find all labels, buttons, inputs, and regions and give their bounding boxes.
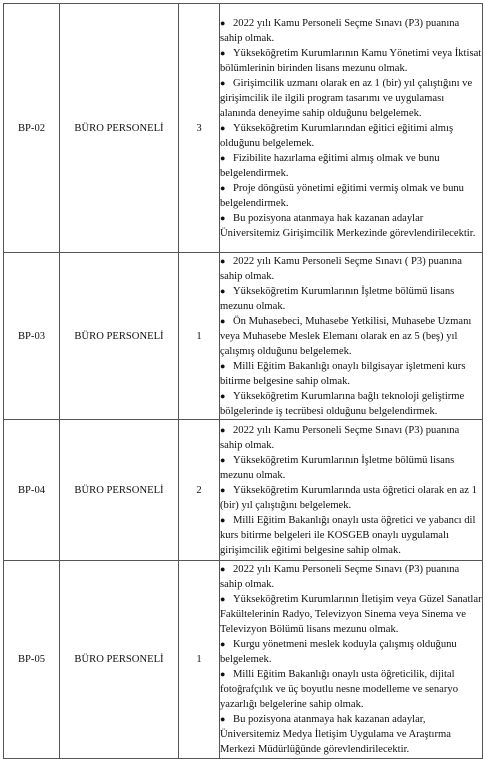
table-row (4, 561, 483, 759)
position-title: BÜRO PERSONELİ (60, 561, 179, 759)
position-title: BÜRO PERSONELİ (60, 4, 179, 253)
position-count: 3 (179, 4, 220, 253)
requirement-text: 2022 yılı Kamu Personeli Seçme Sınavı ( P3) puanına sahip olmak. (220, 255, 462, 282)
bullet-icon: ● (220, 212, 226, 223)
list-item (220, 592, 482, 637)
requirement-text: 2022 yılı Kamu Personeli Seçme Sınavı (P3) puanına sahip olmak. (220, 564, 460, 590)
requirements-list (220, 562, 482, 757)
requirement-text: Milli Eğitim Bakanlığı onaylı usta öğreticilik, dijital fotoğrafçılık ve üç boyutlu nesne modelleme ve senaryo yazarlığı belgelerine sahip olmak. (220, 669, 458, 710)
positions-table (3, 3, 483, 759)
bullet-icon: ● (220, 360, 226, 371)
table-row (4, 4, 483, 253)
list-item (220, 423, 482, 453)
requirement-text: Yükseköğretim Kurumlarına bağlı teknoloji geliştirme bölgelerinde iş tecrübesi olduğunu belgelendirmek. (220, 390, 465, 417)
list-item (220, 254, 482, 284)
bullet-icon: ● (220, 714, 226, 724)
requirement-text: 2022 yılı Kamu Personeli Seçme Sınavı (P3) puanına sahip olmak. (220, 17, 460, 44)
requirements-cell (220, 420, 483, 561)
list-item (220, 667, 482, 712)
list-item (220, 562, 482, 592)
list-item (220, 389, 482, 419)
requirement-text: Yükseköğretim Kurumlarında usta öğretici olarak en az 1 (bir) yıl çalıştığını belgelemek. (220, 484, 477, 511)
list-item (220, 284, 482, 314)
requirements-cell (220, 561, 483, 759)
bullet-icon: ● (220, 390, 226, 401)
list-item (220, 121, 482, 151)
position-count: 1 (179, 253, 220, 420)
requirements-list (220, 16, 482, 241)
list-item (220, 151, 482, 181)
requirements-list (220, 254, 482, 419)
bullet-icon: ● (220, 77, 226, 88)
position-code: BP-03 (4, 253, 60, 420)
bullet-icon: ● (220, 315, 226, 326)
list-item (220, 483, 482, 513)
list-item (220, 314, 482, 359)
position-code: BP-04 (4, 420, 60, 561)
bullet-icon: ● (220, 47, 226, 58)
requirement-text: Bu pozisyona atanmaya hak kazanan adaylar, Üniversitemiz Medya İletişim Uygulama ve Araştırma Merkezi Müdürlüğünde görevlendirilecektir. (220, 714, 451, 755)
list-item (220, 513, 482, 558)
position-count: 1 (179, 561, 220, 759)
bullet-icon: ● (220, 514, 226, 525)
bullet-icon: ● (220, 564, 226, 574)
bullet-icon: ● (220, 424, 226, 435)
bullet-icon: ● (220, 594, 226, 604)
bullet-icon: ● (220, 484, 226, 495)
requirement-text: 2022 yılı Kamu Personeli Seçme Sınavı (P3) puanına sahip olmak. (220, 424, 460, 451)
table-row (4, 420, 483, 561)
list-item (220, 46, 482, 76)
list-item (220, 16, 482, 46)
requirements-list (220, 423, 482, 558)
list-item (220, 359, 482, 389)
requirement-text: Milli Eğitim Bakanlığı onaylı bilgisayar işletmeni kurs bitirme belgesine sahip olmak. (220, 360, 466, 387)
position-title: BÜRO PERSONELİ (60, 253, 179, 420)
requirement-text: Proje döngüsü yönetimi eğitimi vermiş olmak ve bunu belgelendirmek. (220, 182, 464, 209)
list-item (220, 637, 482, 667)
requirement-text: Yükseköğretim Kurumlarından eğitici eğitimi almış olduğunu belgelemek. (220, 122, 454, 149)
position-code: BP-05 (4, 561, 60, 759)
requirement-text: Yükseköğretim Kurumlarının İletişim veya Güzel Sanatlar Fakültelerinin Radyo, Televizyon Sinema veya Sinema ve Televizyon Bölümü lisans mezunu olmak. (220, 594, 482, 635)
requirement-text: Bu pozisyona atanmaya hak kazanan adaylar Üniversitemiz Girişimcilik Merkezinde görevlendirilecektir. (220, 212, 476, 239)
list-item (220, 712, 482, 757)
requirement-text: Girişimcilik uzmanı olarak en az 1 (bir) yıl çalıştığını ve girişimcilik ile ilgili program tasarımı ve uygulaması alanında deneyime sahip olduğunu belgelemek. (220, 77, 473, 119)
requirement-text: Ön Muhasebeci, Muhasebe Yetkilisi, Muhasebe Uzmanı veya Muhasebe Meslek Elemanı olarak en az 5 (beş) yıl çalışmış olduğunu belgelemek. (220, 315, 472, 357)
requirements-cell (220, 253, 483, 420)
requirement-text: Fizibilite hazırlama eğitimi almış olmak ve bunu belgelendirmek. (220, 152, 440, 179)
bullet-icon: ● (220, 182, 226, 193)
positions-table-body (4, 4, 483, 759)
requirement-text: Yükseköğretim Kurumlarının İşletme bölümü lisans mezunu olmak. (220, 454, 455, 481)
requirement-text: Milli Eğitim Bakanlığı onaylı usta öğretici ve yabancı dil kurs bitirme belgeleri ile KOSGEB onaylı uygulamalı girişimcilik eğitimi belgesine sahip olmak. (220, 514, 476, 556)
position-code: BP-02 (4, 4, 60, 253)
requirements-cell (220, 4, 483, 253)
bullet-icon: ● (220, 285, 226, 296)
list-item (220, 181, 482, 211)
bullet-icon: ● (220, 152, 226, 163)
bullet-icon: ● (220, 454, 226, 465)
bullet-icon: ● (220, 639, 226, 649)
bullet-icon: ● (220, 669, 226, 679)
bullet-icon: ● (220, 17, 226, 28)
position-count: 2 (179, 420, 220, 561)
list-item (220, 211, 482, 241)
bullet-icon: ● (220, 122, 226, 133)
requirement-text: Yükseköğretim Kurumlarının İşletme bölümü lisans mezunu olmak. (220, 285, 455, 312)
position-title: BÜRO PERSONELİ (60, 420, 179, 561)
table-row (4, 253, 483, 420)
list-item (220, 453, 482, 483)
requirement-text: Kurgu yönetmeni meslek koduyla çalışmış olduğunu belgelemek. (220, 639, 457, 665)
list-item (220, 76, 482, 121)
bullet-icon: ● (220, 255, 226, 266)
requirement-text: Yükseköğretim Kurumlarının Kamu Yönetimi veya İktisat bölümlerinin birinden lisans mezunu olmak. (220, 47, 482, 74)
